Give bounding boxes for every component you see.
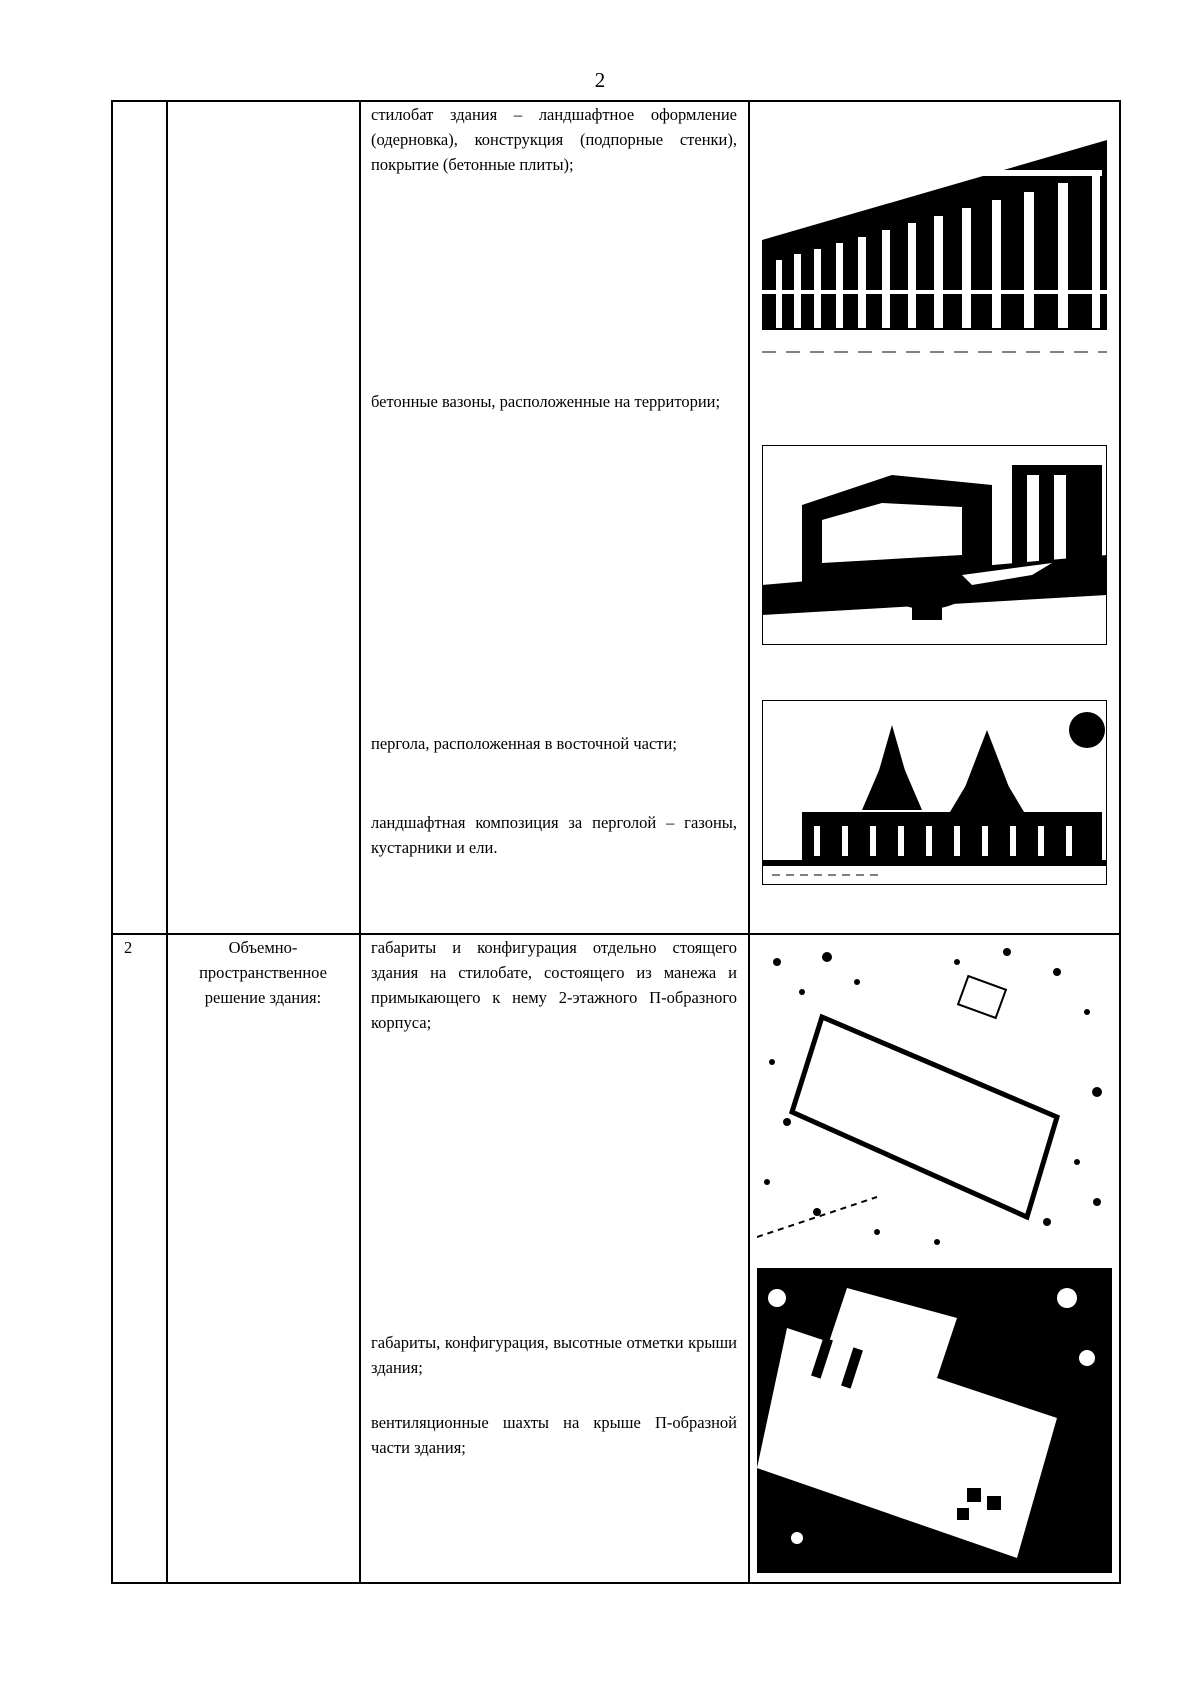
table-right-border [1119,100,1121,1584]
table-left-border [111,100,113,1584]
row2-item-roof: габариты, конфигурация, высотные отметки крыши здания; [371,1333,737,1377]
row1-item-stylobate: стилобат здания – ландшафтное оформление (одерновка), конструкция (подпорные стенки), покрытие (бетонные плиты); [371,105,737,174]
row2-element-name: Объемно-пространственное решение здания: [199,938,327,1007]
aerial-plan-photo [757,942,1112,1252]
row1-item-vases: бетонные вазоны, расположенные на территории; [371,392,721,411]
row2-number: 2 [124,938,133,957]
page-number: 2 [594,68,606,92]
table-bottom-border [111,1582,1121,1584]
row2-item-dimensions: габариты и конфигурация отдельно стоящего здания на стилобате, состоящего из манежа и примыкающего к нему 2-этажного П-образного корпуса; [371,938,737,1032]
column-divider [359,100,361,1584]
vases-photo [762,445,1107,645]
row2-item-ventilation: вентиляционные шахты на крыше П-образной части здания; [371,1413,737,1457]
column-divider [748,100,750,1584]
column-divider [166,100,168,1584]
aerial-roof-photo [757,1268,1112,1573]
facade-photo [762,140,1107,360]
row1-item-pergola: пергола, расположенная в восточной части; [371,734,677,753]
pergola-photo [762,700,1107,885]
row1-item-landscape: ландшафтная композиция за перголой – газоны, кустарники и ели. [371,813,737,857]
